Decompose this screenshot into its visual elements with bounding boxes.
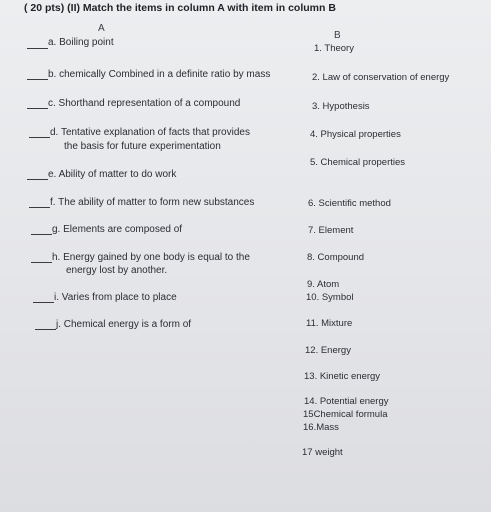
column-a-item-h: h. Energy gained by one body is equal to the (52, 252, 250, 263)
column-a-header: A (98, 23, 105, 34)
column-b-item-14: 14. Potential energy (304, 396, 389, 407)
column-b-item-11: 11. Mixture (306, 318, 353, 329)
column-b-item-2: 2. Law of conservation of energy (312, 72, 450, 83)
column-b-header: B (334, 30, 341, 41)
column-a-item-f: f. The ability of matter to form new substances (50, 197, 255, 208)
column-b-item-10: 10. Symbol (306, 292, 354, 303)
column-b-item-3: 3. Hypothesis (312, 101, 370, 112)
column-a-item-d-line2: the basis for future experimentation (64, 141, 221, 152)
answer-blank-h[interactable] (31, 262, 52, 263)
column-b-item-12: 12. Energy (305, 345, 351, 356)
column-b-item-16: 16.Mass (303, 422, 339, 433)
column-a-item-j: j. Chemical energy is a form of (56, 319, 192, 330)
answer-blank-i[interactable] (33, 302, 54, 303)
answer-blank-c[interactable] (27, 108, 48, 109)
column-b-item-7: 7. Element (308, 225, 354, 236)
column-a-item-b: b. chemically Combined in a definite ratio by mass (48, 69, 271, 80)
answer-blank-f[interactable] (29, 207, 50, 208)
column-b-item-8: 8. Compound (307, 252, 365, 263)
answer-blank-e[interactable] (27, 179, 48, 180)
column-b-item-13: 13. Kinetic energy (304, 371, 381, 382)
column-b-item-1: 1. Theory (314, 43, 354, 54)
answer-blank-b[interactable] (27, 79, 48, 80)
column-a-item-a: a. Boiling point (48, 37, 114, 48)
column-a-item-d: d. Tentative explanation of facts that provides (50, 127, 250, 138)
column-b-item-15: 15Chemical formula (303, 409, 388, 420)
column-a-item-g: g. Elements are composed of (52, 224, 183, 235)
column-a-item-i: i. Varies from place to place (54, 292, 177, 303)
column-a-item-e: e. Ability of matter to do work (48, 169, 177, 180)
answer-blank-g[interactable] (31, 234, 52, 235)
column-a-item-h-line2: energy lost by another. (66, 265, 168, 276)
column-b-item-5: 5. Chemical properties (310, 157, 406, 168)
column-b-item-17: 17 weight (302, 447, 343, 458)
answer-blank-a[interactable] (27, 48, 48, 49)
column-b-item-9: 9. Atom (307, 279, 340, 290)
column-a-item-c: c. Shorthand representation of a compound (48, 98, 241, 109)
column-b-item-6: 6. Scientific method (308, 198, 391, 209)
page-title: ( 20 pts) (II) Match the items in column A with item in column B (24, 2, 336, 14)
answer-blank-d[interactable] (29, 137, 50, 138)
answer-blank-j[interactable] (35, 329, 56, 330)
column-b-item-4: 4. Physical properties (310, 129, 401, 140)
